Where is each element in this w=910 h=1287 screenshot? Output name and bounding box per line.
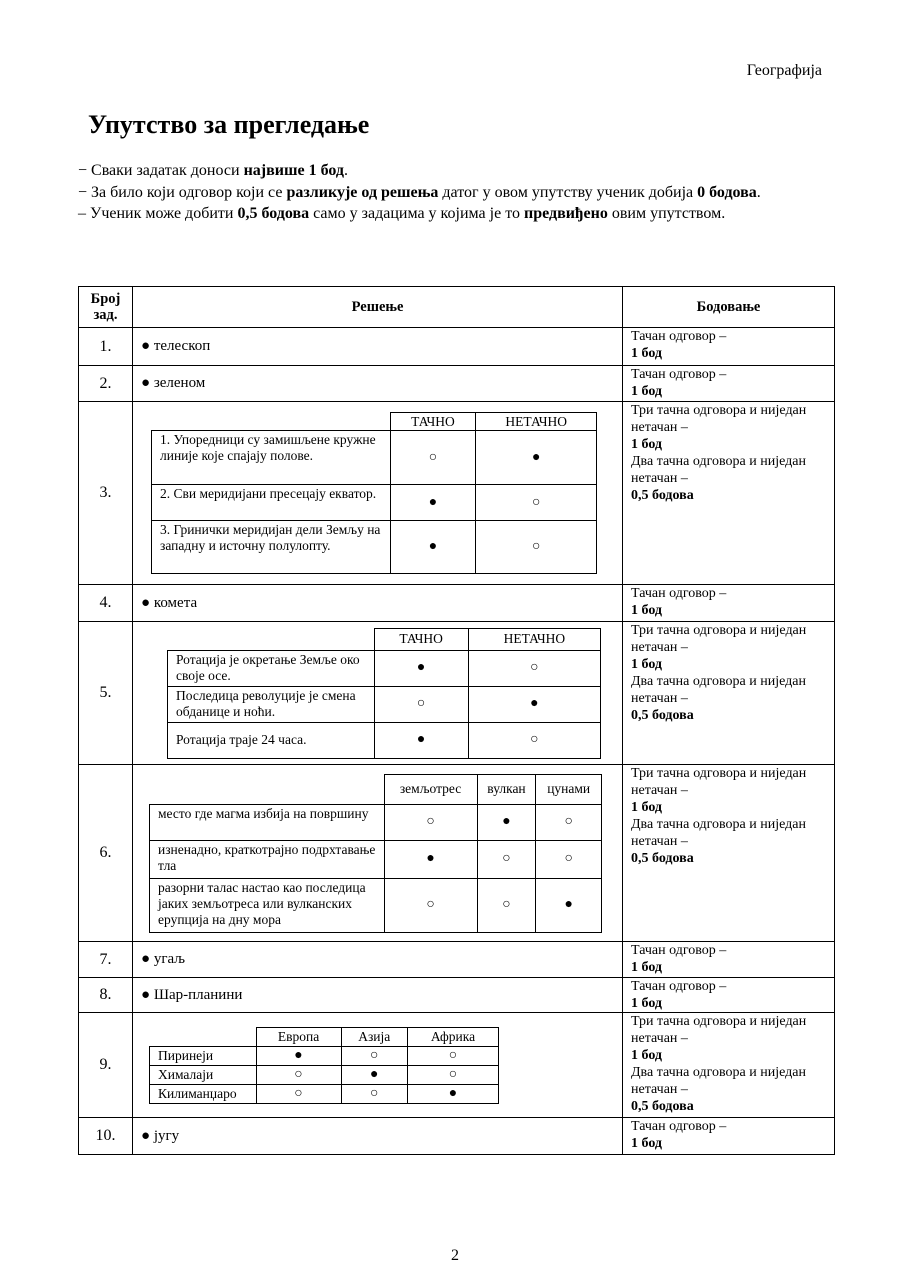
answer-mark: ○: [384, 804, 477, 840]
answer-mark: ○: [407, 1065, 498, 1084]
task-answer: [133, 765, 623, 942]
task-points: Тачан одговор – 1 бод: [623, 585, 835, 622]
bullet-icon: ●: [141, 375, 151, 391]
task-number: 7.: [79, 942, 133, 978]
task-number: 10.: [79, 1118, 133, 1155]
page-number: 2: [451, 1247, 459, 1264]
column-false: НЕТАЧНО: [468, 628, 600, 650]
task-points: Тачан одговор – 1 бод: [623, 1118, 835, 1155]
answer-mark: ○: [256, 1084, 341, 1103]
statement: Ротација је окретање Земље око своје осе.: [168, 650, 375, 686]
answer-mark: ●: [390, 485, 476, 521]
task-answer: ● југу: [133, 1118, 623, 1155]
statement: 2. Сви меридијани пресецају екватор.: [152, 485, 391, 521]
task-number: 3.: [79, 402, 133, 585]
mountain-name: Пиринеји: [150, 1046, 257, 1065]
task-points: Три тачна одговора и ниједан нетачан – 1 бод Два тачна одговора и ниједан нетачан – 0,5 бодова: [623, 1013, 835, 1118]
column-africa: Африка: [407, 1027, 498, 1046]
column-earthquake: земљотрес: [384, 774, 477, 804]
subject-header: Географија: [746, 62, 822, 79]
table-row: [79, 402, 835, 585]
answer-mark: ○: [341, 1084, 407, 1103]
answer-mark: ●: [374, 722, 468, 758]
answer-mark: ●: [341, 1065, 407, 1084]
table-row: [79, 366, 835, 402]
table-row: [79, 765, 835, 942]
answer-mark: ●: [407, 1084, 498, 1103]
task-answer: ● комета: [133, 585, 623, 622]
mountain-name: Хималаји: [150, 1065, 257, 1084]
table-row: [79, 942, 835, 978]
task-points: Тачан одговор – 1 бод: [623, 366, 835, 402]
answer-mark: ○: [536, 840, 602, 878]
answer-mark: ○: [477, 840, 536, 878]
table-row: [79, 978, 835, 1013]
statement: изненадно, краткотрајно подрхтавање тла: [150, 840, 385, 878]
answer-mark: ●: [536, 878, 602, 932]
column-false: НЕТАЧНО: [476, 413, 597, 431]
answer-mark: ○: [256, 1065, 341, 1084]
header-points: Бодовање: [623, 287, 835, 328]
task-number: 2.: [79, 366, 133, 402]
bullet-icon: ●: [141, 594, 151, 611]
task-number: 9.: [79, 1013, 133, 1118]
true-false-table: [151, 412, 597, 574]
statement: 3. Гринички меридијан дели Земљу на западну и источну полулопту.: [152, 521, 391, 574]
answer-mark: ○: [384, 878, 477, 932]
column-tsunami: цунами: [536, 774, 602, 804]
grading-rules: [78, 160, 778, 225]
header-solution: Решење: [133, 287, 623, 328]
task-number: 6.: [79, 765, 133, 942]
page-title: Упутство за прегледање: [88, 110, 370, 139]
task-answer: ● Шар-планини: [133, 978, 623, 1013]
answer-mark: ●: [477, 804, 536, 840]
table-row: [79, 328, 835, 366]
column-true: ТАЧНО: [374, 628, 468, 650]
bullet-icon: ●: [141, 986, 151, 1003]
task-answer: ● угаљ: [133, 942, 623, 978]
header-task-number: Број зад.: [79, 287, 133, 328]
answer-mark: ●: [256, 1046, 341, 1065]
task-answer: [133, 622, 623, 765]
answer-mark: ●: [390, 521, 476, 574]
answer-mark: ●: [468, 686, 600, 722]
answer-mark: ○: [477, 878, 536, 932]
table-row: [79, 1118, 835, 1155]
statement: место где магма избија на површину: [150, 804, 385, 840]
answer-key-table: [78, 286, 835, 1155]
answer-mark: ○: [374, 686, 468, 722]
mountains-table: [149, 1027, 499, 1104]
mountain-name: Килиманџаро: [150, 1084, 257, 1103]
answer-mark: ○: [407, 1046, 498, 1065]
answer-mark: ○: [476, 485, 597, 521]
task-answer: ● телескоп: [133, 328, 623, 366]
column-true: ТАЧНО: [390, 413, 476, 431]
task-points: Тачан одговор – 1 бод: [623, 328, 835, 366]
task-points: Три тачна одговора и ниједан нетачан – 1 бод Два тачна одговора и ниједан нетачан – 0,5 бодова: [623, 402, 835, 585]
answer-mark: ○: [468, 722, 600, 758]
task-number: 4.: [79, 585, 133, 622]
answer-mark: ○: [468, 650, 600, 686]
statement: разорни талас настао као последица јаких земљотреса или вулканских ерупција на дну мора: [150, 878, 385, 932]
answer-mark: ●: [384, 840, 477, 878]
column-europe: Европа: [256, 1027, 341, 1046]
task-answer: ● зеленом: [133, 366, 623, 402]
task-number: 5.: [79, 622, 133, 765]
task-answer: [133, 402, 623, 585]
statement: Ротација траје 24 часа.: [168, 722, 375, 758]
table-row: [79, 1013, 835, 1118]
task-answer: [133, 1013, 623, 1118]
column-volcano: вулкан: [477, 774, 536, 804]
answer-mark: ●: [476, 431, 597, 485]
bullet-icon: ●: [141, 338, 151, 354]
true-false-table: [167, 628, 601, 759]
task-points: Тачан одговор – 1 бод: [623, 942, 835, 978]
column-asia: Азија: [341, 1027, 407, 1046]
task-points: Три тачна одговора и ниједан нетачан – 1 бод Два тачна одговора и ниједан нетачан – 0,5 бодова: [623, 622, 835, 765]
table-row: [79, 585, 835, 622]
task-points: Три тачна одговора и ниједан нетачан – 1 бод Два тачна одговора и ниједан нетачан – 0,5 бодова: [623, 765, 835, 942]
rule-2: − За било који одговор који се разликује од решења датог у овом упутству ученик добија 0 бодова.: [78, 183, 761, 201]
rule-3: – Ученик може добити 0,5 бодова само у задацима у којима је то предвиђено овим упутством.: [78, 205, 726, 222]
table-header-row: [79, 287, 835, 328]
answer-mark: ○: [341, 1046, 407, 1065]
answer-mark: ○: [536, 804, 602, 840]
phenomena-table: [149, 774, 602, 933]
statement: Последица револуције је смена обданице и ноћи.: [168, 686, 375, 722]
bullet-icon: ●: [141, 951, 151, 967]
answer-mark: ●: [374, 650, 468, 686]
answer-mark: ○: [390, 431, 476, 485]
task-number: 8.: [79, 978, 133, 1013]
task-points: Тачан одговор – 1 бод: [623, 978, 835, 1013]
rule-1: − Сваки задатак доноси највише 1 бод.: [78, 162, 348, 179]
table-row: [79, 622, 835, 765]
answer-mark: ○: [476, 521, 597, 574]
bullet-icon: ●: [141, 1127, 151, 1144]
task-number: 1.: [79, 328, 133, 366]
statement: 1. Упоредници су замишљене кружне линије које спајају полове.: [152, 431, 391, 485]
